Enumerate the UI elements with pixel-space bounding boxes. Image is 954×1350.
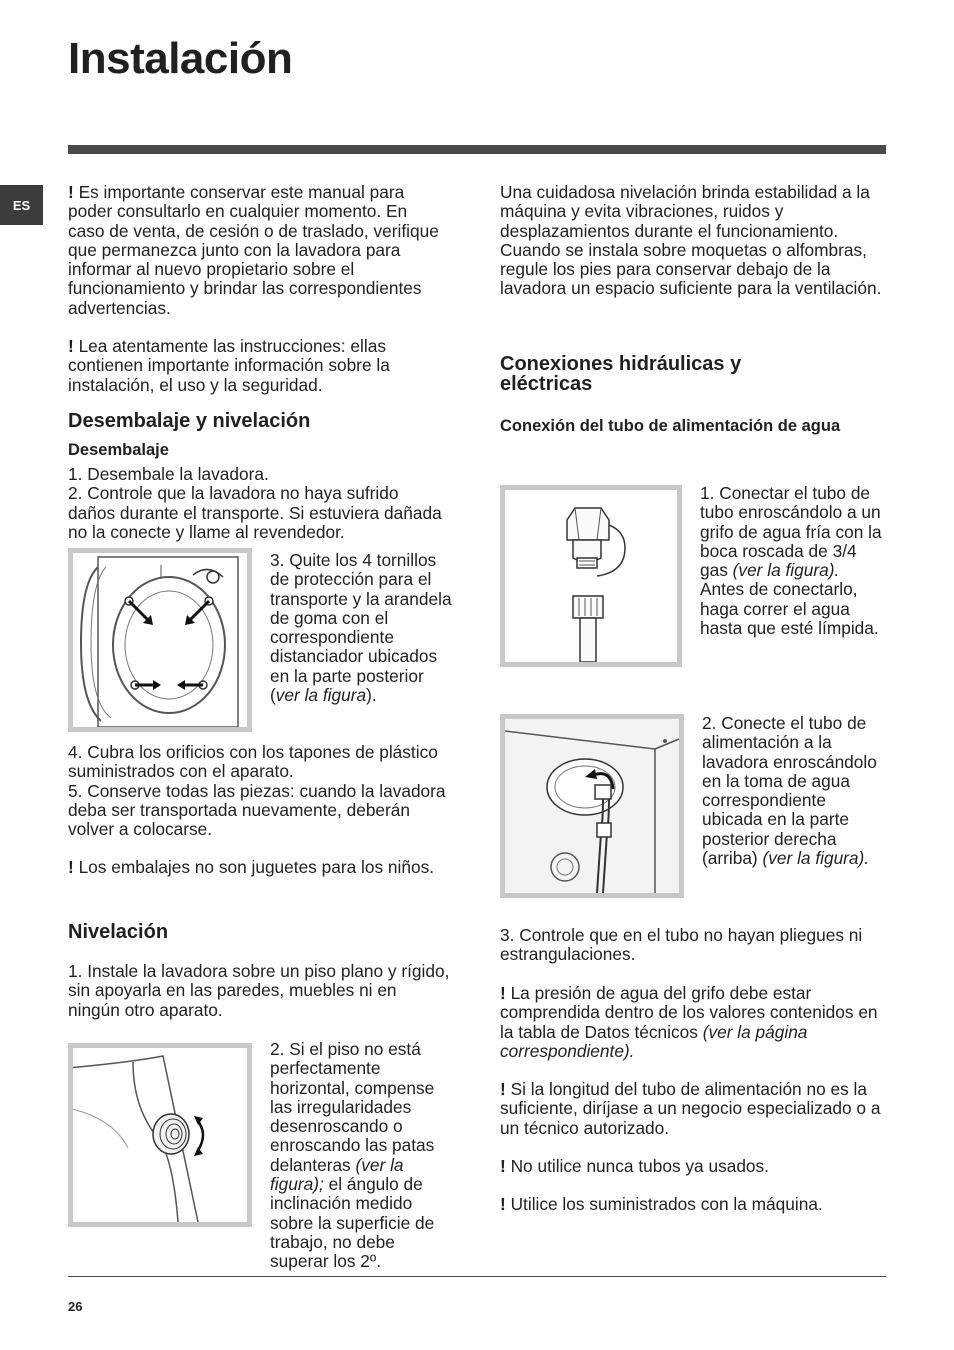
warning-mark: ! (68, 857, 74, 877)
step-3-text: 3. Quite los (270, 550, 363, 570)
conn-step-2 (702, 714, 887, 868)
leveling-note: Una cuidadosa nivelación brinda estabilidad a la máquina y evita vibraciones, ruidos y desplazamientos durante el funcionamiento. Cuando se instala sobre moquetas o alfombras, regule los pies para conservar debajo de la lavadora un espacio suficiente para la ventilación. (500, 182, 882, 299)
level-step-1: 1. Instale la lavadora sobre un piso plano y rígido, sin apoyarla en las paredes, muebles ni en ningún otro aparato. (68, 961, 450, 1020)
page-number: 26 (68, 1299, 83, 1314)
subheading-unpack: Desembalaje (68, 441, 169, 459)
conn-step-1-note: Antes de conectarlo, haga correr el agua hasta que esté límpida. (700, 579, 879, 639)
warning-mark: ! (500, 983, 506, 1003)
step-3-text-cont: tornillos de protección para el transporte y la arandela de goma con el correspondiente distanciador ubicados en la parte posterior ( (270, 550, 452, 706)
screw-count: 4 (362, 550, 372, 570)
section-heading-level: Nivelación (68, 921, 169, 943)
level-step-2-text: 2. Si el piso no está perfectamente horizontal, compense las irregularidades desenroscando o enroscando las patas delanteras (270, 1039, 435, 1175)
pressure-warning (500, 984, 890, 1061)
conn-step-2-text: 2. Conecte el tubo de alimentación a la lavadora enroscándolo en la toma de agua correspondiente ubicada en la parte posterior derecha (arriba) (702, 713, 877, 869)
conn-step-1 (700, 484, 885, 638)
unpack-step-3 (270, 551, 455, 705)
level-step-2 (270, 1040, 455, 1272)
figure-reference: (ver la figura). (732, 560, 840, 581)
footer-rule (68, 1276, 886, 1277)
figure-reference: (ver la figura). (762, 848, 870, 869)
subheading-water-inlet: Conexión del tubo de alimentación de agua (500, 417, 841, 435)
intro-note-1-text: Es importante conservar este manual para poder consultarlo en cualquier momento. En caso de venta, de cesión o de traslado, verifique que permanezca junto con la lavadora para informar al nuevo propietario sobre el funcionamiento y brindar las correspondientes advertencias. (68, 182, 439, 318)
conn-step-3: 3. Controle que en el tubo no hayan pliegues ni estrangulaciones. (500, 925, 863, 965)
tap-and-hose-illustration (505, 490, 677, 662)
language-tab: ES (0, 185, 43, 225)
conn-step-1-text: 1. Conectar el tubo de tubo enroscándolo a un grifo de agua fría con la boca roscada de 3/4 gas (700, 483, 882, 581)
header-rule (68, 145, 886, 154)
supplied-hose-note (500, 1195, 885, 1214)
packaging-warning-text: Los embalajes no son juguetes para los niños. (73, 857, 435, 877)
intro-note-2 (68, 337, 448, 395)
warning-mark: ! (500, 1156, 506, 1176)
used-hose-warning (500, 1157, 885, 1176)
figure-reference: (ver la figura); (270, 1154, 404, 1195)
figure-reference: ver la figura (275, 685, 367, 706)
washer-back-illustration (73, 553, 247, 727)
page-title: Instalación (68, 34, 293, 83)
machine-inlet-illustration (505, 719, 679, 893)
step-3-end: ). (366, 685, 377, 706)
packaging-warning (68, 858, 448, 877)
used-hose-warning-text: No utilice nunca tubos ya usados. (505, 1156, 769, 1176)
figure-machine-inlet (500, 714, 684, 898)
level-step-2-text-cont: el ángulo de inclinación medido sobre la superficie de trabajo, no debe superar los 2º. (270, 1174, 435, 1272)
hose-length-warning-text: Si la longitud del tubo de alimentación no es la suficiente, diríjase a un negocio especializado o a un técnico autorizado. (500, 1079, 881, 1138)
intro-note-2-text: Lea atentamente las instrucciones: ellas contienen importante información sobre la instalación, el uso y la seguridad. (68, 336, 390, 395)
section-heading-unpack: Desembalaje y nivelación (68, 410, 311, 432)
unpack-steps-1-2: 1. Desembale la lavadora. 2. Controle que la lavadora no haya sufrido daños durante el transporte. Si estuviera dañada no la conecte y llame al revendedor. (68, 464, 442, 542)
pressure-warning-text: La presión de agua del grifo debe estar comprendida dentro de los valores contenidos en la tabla de Datos técnicos (500, 983, 878, 1042)
figure-tap-connection (500, 485, 682, 667)
hose-length-warning (500, 1080, 885, 1138)
warning-mark: ! (68, 336, 74, 356)
figure-leveling-feet (68, 1043, 252, 1227)
washer-foot-illustration (73, 1048, 247, 1222)
unpack-steps-4-5: 4. Cubra los orificios con los tapones de plástico suministrados con el aparato. 5. Conserve todas las piezas: cuando la lavadora deba ser transportada nuevamente, deberán volver a colocarse. (68, 742, 446, 840)
page-reference: (ver la página correspondiente). (500, 1021, 808, 1061)
warning-mark: ! (500, 1079, 506, 1099)
section-heading-connections: Conexiones hidráulicas y eléctricas (500, 353, 742, 395)
supplied-hose-note-text: Utilice los suministrados con la máquina. (505, 1194, 823, 1214)
warning-mark: ! (68, 182, 74, 202)
intro-note-1 (68, 183, 448, 318)
warning-mark: ! (500, 1194, 506, 1214)
figure-transport-screws (68, 548, 252, 732)
